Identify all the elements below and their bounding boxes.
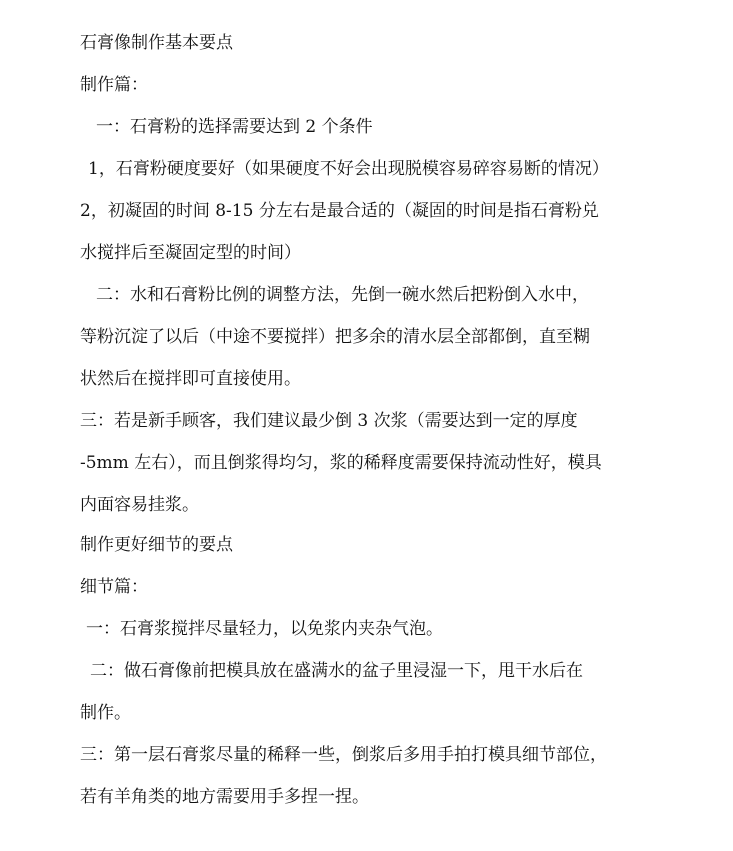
paragraph-water-ratio-line2: 等粉沉淀了以后（中途不要搅拌）把多余的清水层全部都倒，直至糊 bbox=[80, 327, 590, 347]
document-title: 石膏像制作基本要点 bbox=[80, 33, 233, 53]
paragraph-soak-mold-line1: 二：做石膏像前把模具放在盛满水的盆子里浸湿一下，甩干水后在 bbox=[90, 661, 583, 681]
list-item-setting-time-line1: 2，初凝固的时间 8-15 分左右是最合适的（凝固的时间是指石膏粉兑 bbox=[80, 201, 599, 221]
paragraph-stir-gently: 一：石膏浆搅拌尽量轻力，以免浆内夹杂气泡。 bbox=[86, 619, 443, 639]
paragraph-water-ratio-line3: 状然后在搅拌即可直接使用。 bbox=[80, 369, 301, 389]
section-heading-production: 制作篇： bbox=[80, 75, 148, 95]
list-item-hardness: 1，石膏粉硬度要好（如果硬度不好会出现脱模容易碎容易断的情况） bbox=[88, 159, 609, 179]
list-item-setting-time-line2: 水搅拌后至凝固定型的时间） bbox=[80, 243, 301, 263]
paragraph-new-customer-line2: -5mm 左右），而且倒浆得均匀，浆的稀释度需要保持流动性好，模具 bbox=[80, 453, 602, 473]
paragraph-new-customer-line1: 三：若是新手顾客，我们建议最少倒 3 次浆（需要达到一定的厚度 bbox=[80, 411, 578, 431]
paragraph-first-layer-line1: 三：第一层石膏浆尽量的稀释一些，倒浆后多用手拍打模具细节部位， bbox=[80, 745, 607, 765]
paragraph-first-layer-line2: 若有羊角类的地方需要用手多捏一捏。 bbox=[80, 787, 369, 807]
section-heading-details: 细节篇： bbox=[80, 577, 148, 597]
paragraph-new-customer-line3: 内面容易挂浆。 bbox=[80, 495, 199, 515]
paragraph-soak-mold-line2: 制作。 bbox=[80, 703, 131, 723]
paragraph-gypsum-powder-selection: 一：石膏粉的选择需要达到 2 个条件 bbox=[96, 117, 373, 137]
paragraph-water-ratio-line1: 二：水和石膏粉比例的调整方法，先倒一碗水然后把粉倒入水中， bbox=[96, 285, 589, 305]
document-subtitle: 制作更好细节的要点 bbox=[80, 535, 233, 555]
